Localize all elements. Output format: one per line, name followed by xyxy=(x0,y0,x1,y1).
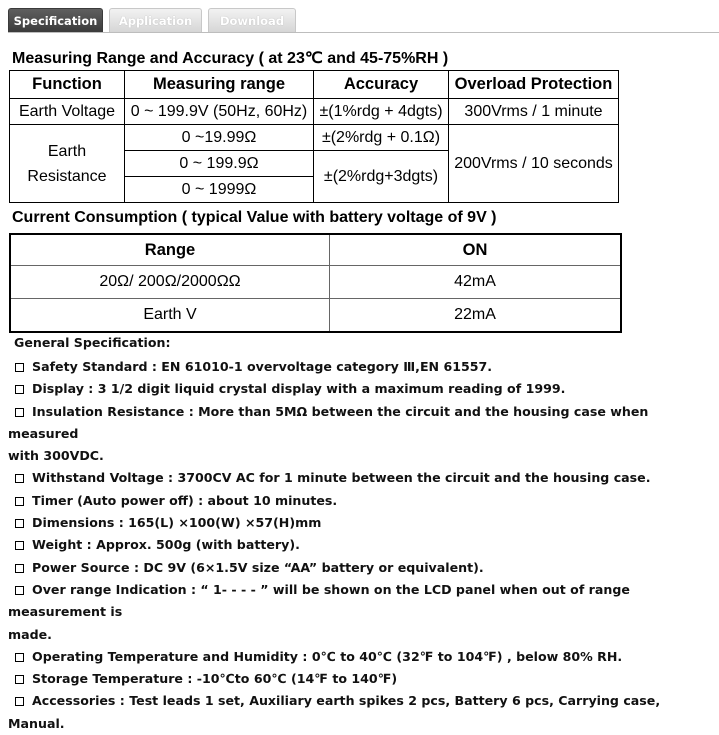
checkbox-icon xyxy=(15,675,24,684)
spec-text: made. xyxy=(8,626,52,642)
header-accuracy: Accuracy xyxy=(314,71,449,99)
checkbox-icon xyxy=(15,474,24,483)
earth-resistance-accuracy-2: ±(2%rdg+3dgts) xyxy=(314,151,449,203)
spec-text: Operating Temperature and Humidity : 0℃ to 40℃ (32℉ to 104℉) , below 80% RH. xyxy=(32,648,623,664)
table-header-row xyxy=(10,234,621,266)
spec-text: Insulation Resistance : More than 5MΩ between the circuit and the housing case when measured xyxy=(8,403,649,441)
table-row xyxy=(10,299,621,333)
general-spec-title: General Specification: xyxy=(14,335,171,350)
current-consumption-title: Current Consumption ( typical Value with battery voltage of 9V ) xyxy=(12,209,497,226)
list-item xyxy=(8,557,713,579)
spec-text: Timer (Auto power off) : about 10 minutes. xyxy=(32,492,338,508)
measuring-range-table xyxy=(9,70,619,203)
spec-text: Over range Indication : “ 1- - - - ” will be shown on the LCD panel when out of range measurement is xyxy=(8,581,630,620)
checkbox-icon xyxy=(15,497,24,506)
checkbox-icon xyxy=(15,363,24,372)
checkbox-icon xyxy=(15,586,24,595)
earth-voltage-overload: 300Vrms / 1 minute xyxy=(449,99,619,125)
spec-text: Withstand Voltage : 3700CV AC for 1 minute between the circuit and the housing case. xyxy=(32,470,651,486)
spec-text: Safety Standard : EN 61010-1 overvoltage category Ⅲ,EN 61557. xyxy=(32,359,493,374)
list-item xyxy=(8,534,713,556)
earth-resistance-label-2: Resistance xyxy=(27,167,107,185)
list-item xyxy=(8,356,713,378)
spec-text: Weight : Approx. 500g (with battery). xyxy=(32,537,300,553)
table-row xyxy=(10,125,619,151)
spec-text: Power Source : DC 9V (6×1.5V size “AA” battery or equivalent). xyxy=(32,559,484,575)
current-consumption-table xyxy=(9,233,622,333)
earth-resistance-range-2: 0 ~ 199.9Ω xyxy=(125,151,314,177)
earth-voltage-function: Earth Voltage xyxy=(10,99,125,125)
spec-text: Accessories : Test leads 1 set, Auxiliary earth spikes 2 pcs, Battery 6 pcs, Carrying case, xyxy=(32,693,661,709)
checkbox-icon xyxy=(15,653,24,662)
spec-text: Storage Temperature : -10℃to 60℃ (14℉ to 140℉) xyxy=(32,671,398,687)
tab-divider xyxy=(8,32,719,33)
general-specification xyxy=(8,334,713,735)
consumption-on-1: 42mA xyxy=(330,266,622,299)
earth-resistance-label-1: Earth xyxy=(47,142,87,160)
header-overload-protection: Overload Protection xyxy=(449,71,619,99)
list-item xyxy=(8,646,713,668)
list-item-continuation xyxy=(8,713,713,735)
spec-text: with 300VDC. xyxy=(8,448,104,464)
header-range: Range xyxy=(10,234,330,266)
earth-resistance-range-3: 0 ~ 1999Ω xyxy=(125,177,314,203)
header-measuring-range: Measuring range xyxy=(125,71,314,99)
list-item-continuation xyxy=(8,445,713,467)
spec-text: Display : 3 1/2 digit liquid crystal display with a maximum reading of 1999. xyxy=(32,381,566,397)
spec-text: Dimensions : 165(L) ×100(W) ×57(H)mm xyxy=(32,515,322,531)
earth-resistance-overload: 200Vrms / 10 seconds xyxy=(449,125,619,203)
consumption-range-2: Earth V xyxy=(10,299,330,333)
list-item xyxy=(8,690,713,712)
tab-specification[interactable]: Specification xyxy=(8,8,103,32)
table-header-row xyxy=(10,71,619,99)
measuring-range-title: Measuring Range and Accuracy ( at 23℃ and 45-75%RH ) xyxy=(12,50,449,67)
checkbox-icon xyxy=(15,519,24,528)
list-item xyxy=(8,579,713,624)
list-item xyxy=(8,512,713,534)
checkbox-icon xyxy=(15,564,24,573)
table-row xyxy=(10,99,619,125)
checkbox-icon xyxy=(15,408,24,417)
header-on: ON xyxy=(330,234,622,266)
list-item xyxy=(8,668,713,690)
tab-download[interactable]: Download xyxy=(208,8,296,32)
checkbox-icon xyxy=(15,385,24,394)
consumption-range-1: 20Ω/ 200Ω/2000ΩΩ xyxy=(10,266,330,299)
list-item xyxy=(8,467,713,489)
header-function: Function xyxy=(10,71,125,99)
consumption-on-2: 22mA xyxy=(330,299,622,333)
earth-resistance-accuracy-1: ±(2%rdg + 0.1Ω) xyxy=(314,125,449,151)
list-item xyxy=(8,378,713,400)
earth-voltage-range: 0 ~ 199.9V (50Hz, 60Hz) xyxy=(125,99,314,125)
checkbox-icon xyxy=(15,697,24,706)
checkbox-icon xyxy=(15,541,24,550)
tab-bar xyxy=(8,8,719,34)
earth-voltage-accuracy: ±(1%rdg + 4dgts) xyxy=(314,99,449,125)
list-item xyxy=(8,401,713,446)
list-item-continuation xyxy=(8,624,713,646)
earth-resistance-function xyxy=(10,125,125,203)
spec-text: Manual. xyxy=(8,715,65,731)
table-row xyxy=(10,266,621,299)
tab-application[interactable]: Application xyxy=(109,8,202,32)
earth-resistance-range-1: 0 ~19.99Ω xyxy=(125,125,314,151)
list-item xyxy=(8,490,713,512)
